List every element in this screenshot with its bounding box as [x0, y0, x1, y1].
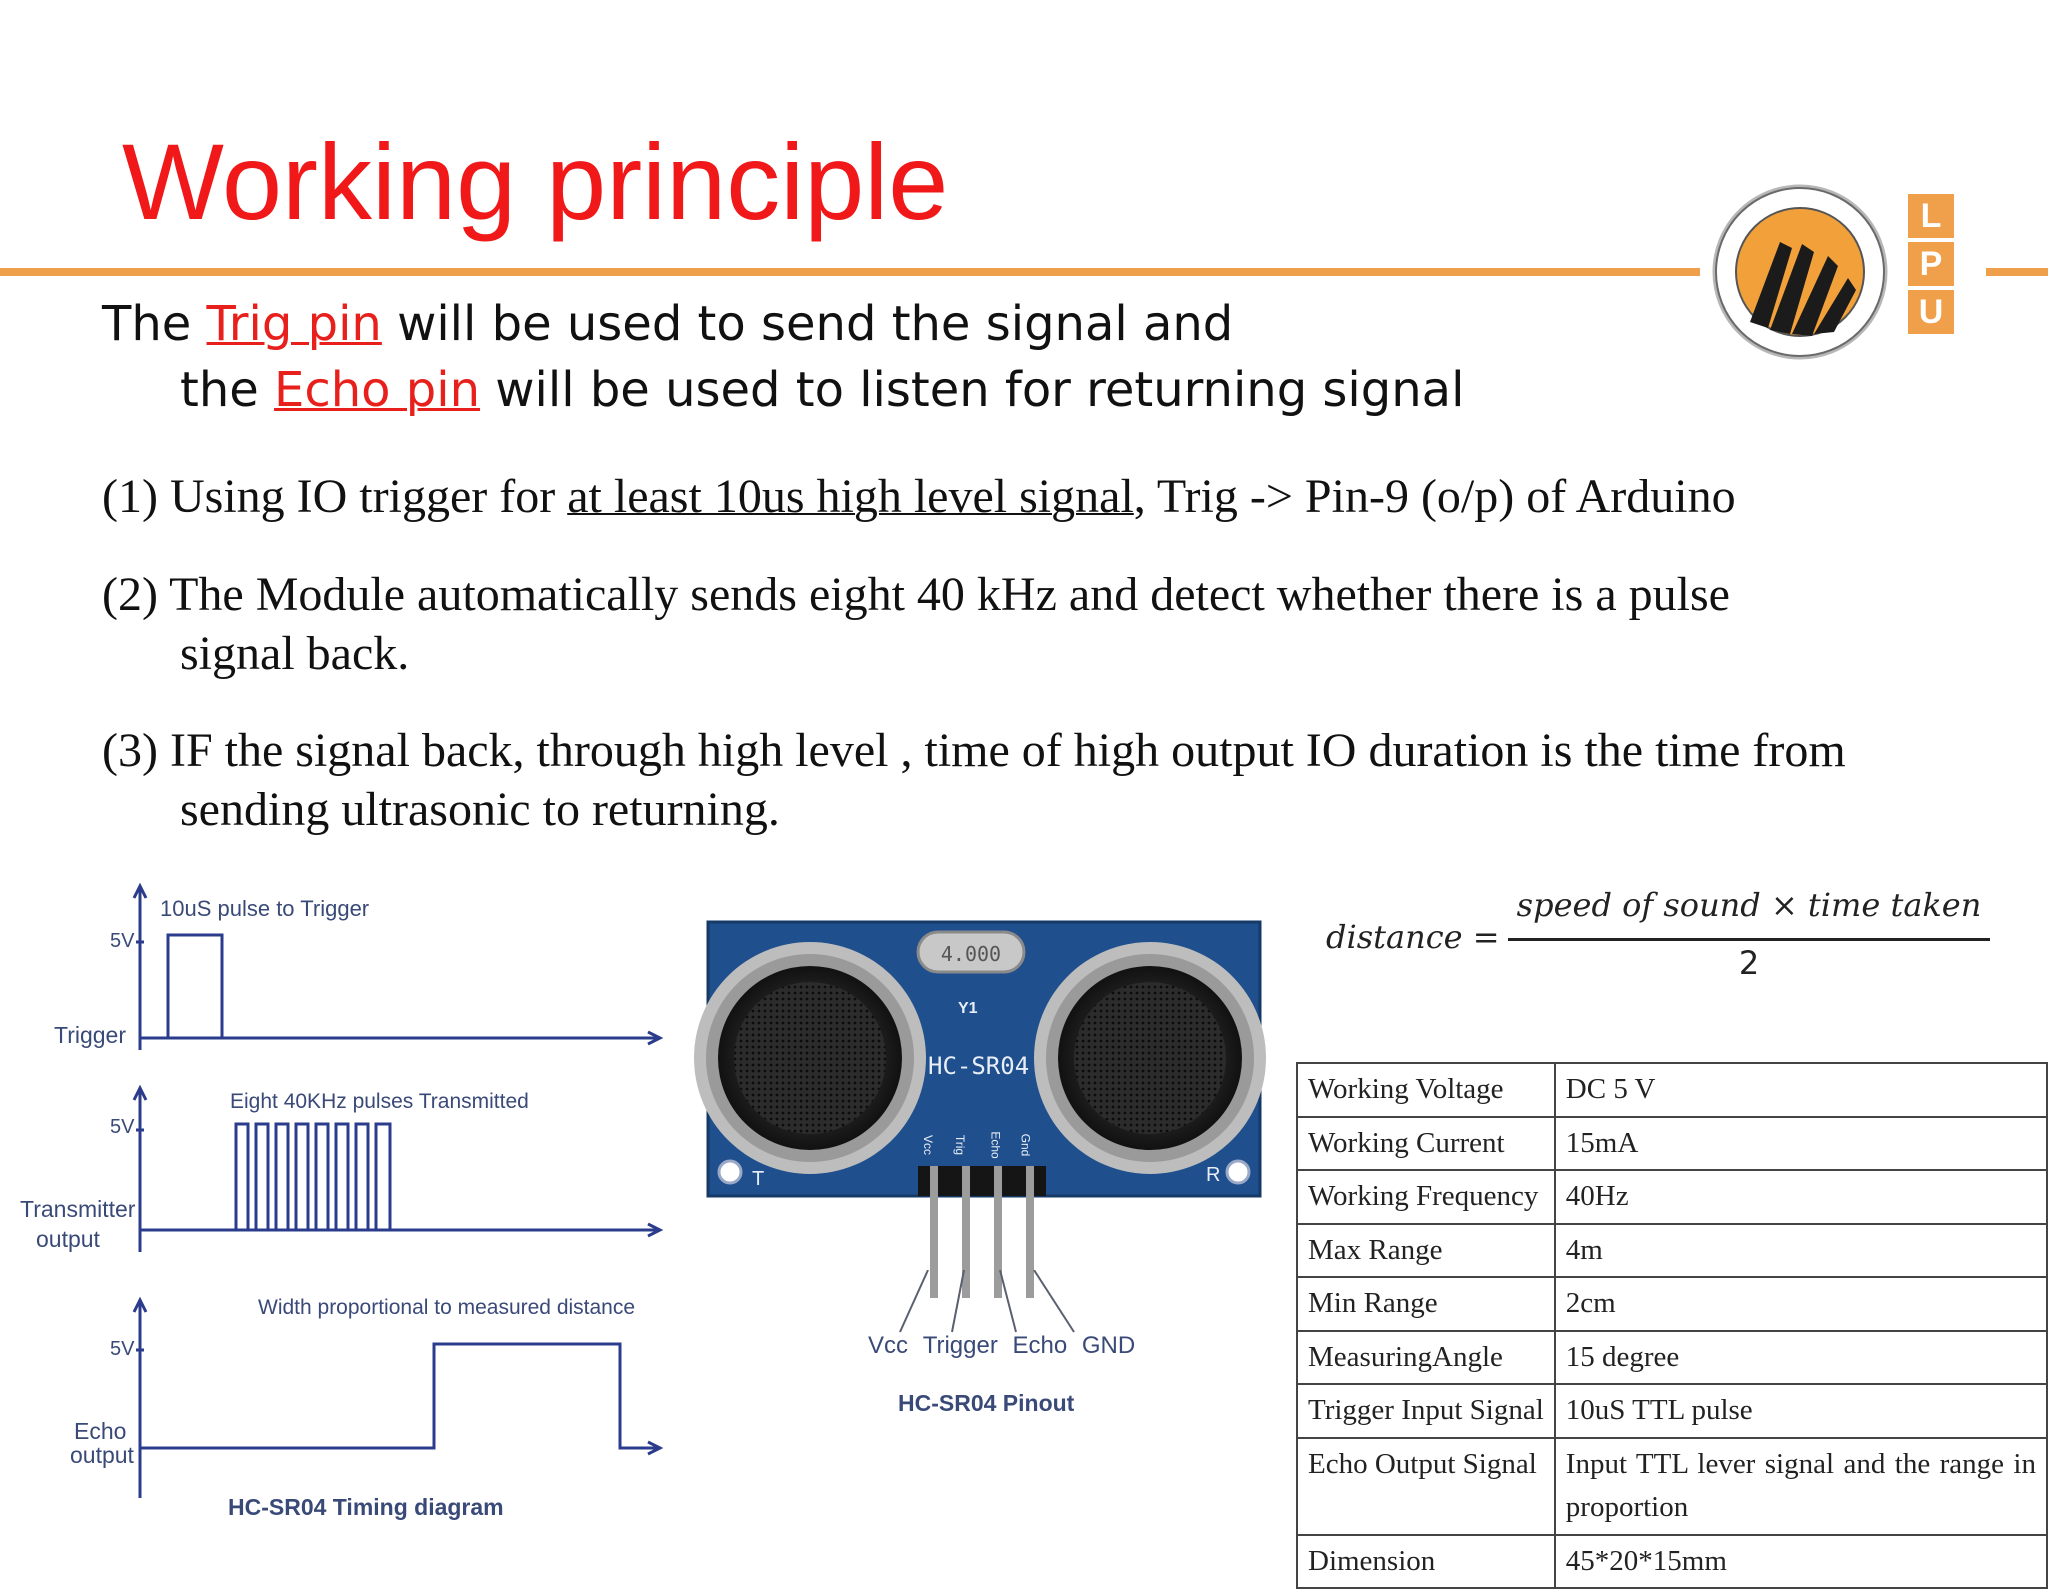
spec-value: 10uS TTL pulse — [1555, 1384, 2047, 1438]
transmitter-label-1: Transmitter — [20, 1196, 136, 1222]
step-2 — [102, 566, 1730, 683]
step-text: (2) The Module automatically sends eight 40 kHz and detect whether there is a pulse — [102, 568, 1730, 621]
intro-text: will be used to listen for returning signal — [480, 362, 1465, 418]
formula-numerator: speed of sound × time taken — [1516, 886, 1982, 924]
echo-5v-label: 5V — [110, 1338, 135, 1360]
spec-key: Dimension — [1297, 1535, 1555, 1589]
logo-letter-l: L — [1908, 194, 1954, 238]
spec-key: Working Frequency — [1297, 1170, 1555, 1224]
spec-key: Max Range — [1297, 1224, 1555, 1278]
transmitter-5v-label: 5V — [110, 1116, 135, 1138]
table-row — [1297, 1170, 2047, 1224]
spec-value: DC 5 V — [1555, 1063, 2047, 1117]
crystal-label: 4.000 — [940, 942, 1002, 966]
spec-value: 45*20*15mm — [1555, 1535, 2047, 1589]
spec-key: Working Voltage — [1297, 1063, 1555, 1117]
formula-lhs: distance = — [1326, 918, 1500, 956]
table-row — [1297, 1535, 2047, 1589]
pin-label-vcc: Vcc — [868, 1332, 909, 1359]
pinout-caption: HC-SR04 Pinout — [898, 1390, 1075, 1416]
formula-denominator: 2 — [1738, 944, 1760, 982]
transmitter-note: Eight 40KHz pulses Transmitted — [230, 1090, 529, 1113]
intro-text: the — [180, 362, 275, 418]
intro-line-2 — [180, 362, 1464, 420]
silk-trig: Trig — [953, 1134, 968, 1156]
silk-gnd: Gnd — [1018, 1133, 1033, 1157]
silk-r: R — [1206, 1164, 1221, 1186]
step-1 — [102, 468, 1736, 527]
title-rule-right — [1986, 268, 2048, 276]
formula-fraction-bar — [1508, 938, 1990, 941]
spec-value: 15 degree — [1555, 1331, 2047, 1385]
timing-diagram — [0, 880, 680, 1536]
echo-pin-link[interactable]: Echo pin — [274, 362, 481, 418]
lpu-letters-logo — [1908, 194, 1954, 334]
timing-caption: HC-SR04 Timing diagram — [228, 1494, 504, 1520]
pin-label-echo: Echo — [1012, 1332, 1068, 1359]
table-row — [1297, 1117, 2047, 1171]
spec-key: Echo Output Signal — [1297, 1438, 1555, 1535]
step-continuation: sending ultrasonic to returning. — [180, 782, 780, 836]
intro-text: The — [102, 296, 207, 352]
spec-value: Input TTL lever signal and the range in proportion — [1555, 1438, 2047, 1535]
spec-value: 15mA — [1555, 1117, 2047, 1171]
trig-pin-link[interactable]: Trig pin — [206, 296, 382, 352]
echo-label-2: output — [70, 1442, 134, 1468]
pin-label-trigger: Trigger — [922, 1332, 998, 1359]
spec-table-wrap — [1296, 1062, 2048, 1589]
echo-label-1: Echo — [74, 1418, 127, 1444]
pin-labels — [868, 1332, 1135, 1360]
table-row — [1297, 1277, 2047, 1331]
table-row — [1297, 1331, 2047, 1385]
echo-note: Width proportional to measured distance — [258, 1296, 636, 1319]
spec-table-body — [1297, 1063, 2047, 1588]
spec-key: Working Current — [1297, 1117, 1555, 1171]
table-row — [1297, 1063, 2047, 1117]
logo-letter-u: U — [1908, 290, 1954, 334]
step-text: (3) IF the signal back, through high level , time of high output IO duration is the time from — [102, 724, 1846, 777]
pin-silkscreen-row — [918, 1130, 1048, 1160]
trigger-5v-label: 5V — [110, 930, 135, 952]
silk-vcc: Vcc — [921, 1134, 936, 1156]
model-silkscreen: HC-SR04 — [928, 1052, 1030, 1080]
table-row — [1297, 1224, 2047, 1278]
spec-key: Trigger Input Signal — [1297, 1384, 1555, 1438]
step-underlined-text: at least 10us high level signal — [567, 470, 1134, 523]
spec-key: Min Range — [1297, 1277, 1555, 1331]
silk-echo: Echo — [988, 1131, 1003, 1159]
page-title: Working principle — [122, 121, 949, 242]
table-row — [1297, 1438, 2047, 1535]
crystal-ref-label: Y1 — [958, 1000, 978, 1017]
logo-letter-p: P — [1908, 242, 1954, 286]
spec-value: 4m — [1555, 1224, 2047, 1278]
hc-sr04-module — [690, 900, 1270, 1420]
pin-label-gnd: GND — [1081, 1332, 1136, 1359]
trigger-note: 10uS pulse to Trigger — [160, 896, 370, 921]
spec-key: MeasuringAngle — [1297, 1331, 1555, 1385]
intro-text: will be used to send the signal and — [381, 296, 1234, 352]
spec-value: 2cm — [1555, 1277, 2047, 1331]
step-continuation: signal back. — [180, 626, 410, 680]
step-text: (1) Using IO trigger for — [102, 470, 568, 523]
university-seal-logo — [1710, 182, 1890, 362]
intro-line-1 — [102, 296, 1233, 354]
title-rule-left — [0, 268, 1700, 276]
transmitter-label-2: output — [36, 1226, 100, 1252]
step-3 — [102, 722, 1846, 839]
table-row — [1297, 1384, 2047, 1438]
spec-value: 40Hz — [1555, 1170, 2047, 1224]
spec-table — [1296, 1062, 2048, 1589]
silk-t: T — [752, 1168, 765, 1190]
step-text: , Trig -> Pin-9 (o/p) of Arduino — [1133, 470, 1736, 523]
trigger-label: Trigger — [54, 1022, 126, 1048]
